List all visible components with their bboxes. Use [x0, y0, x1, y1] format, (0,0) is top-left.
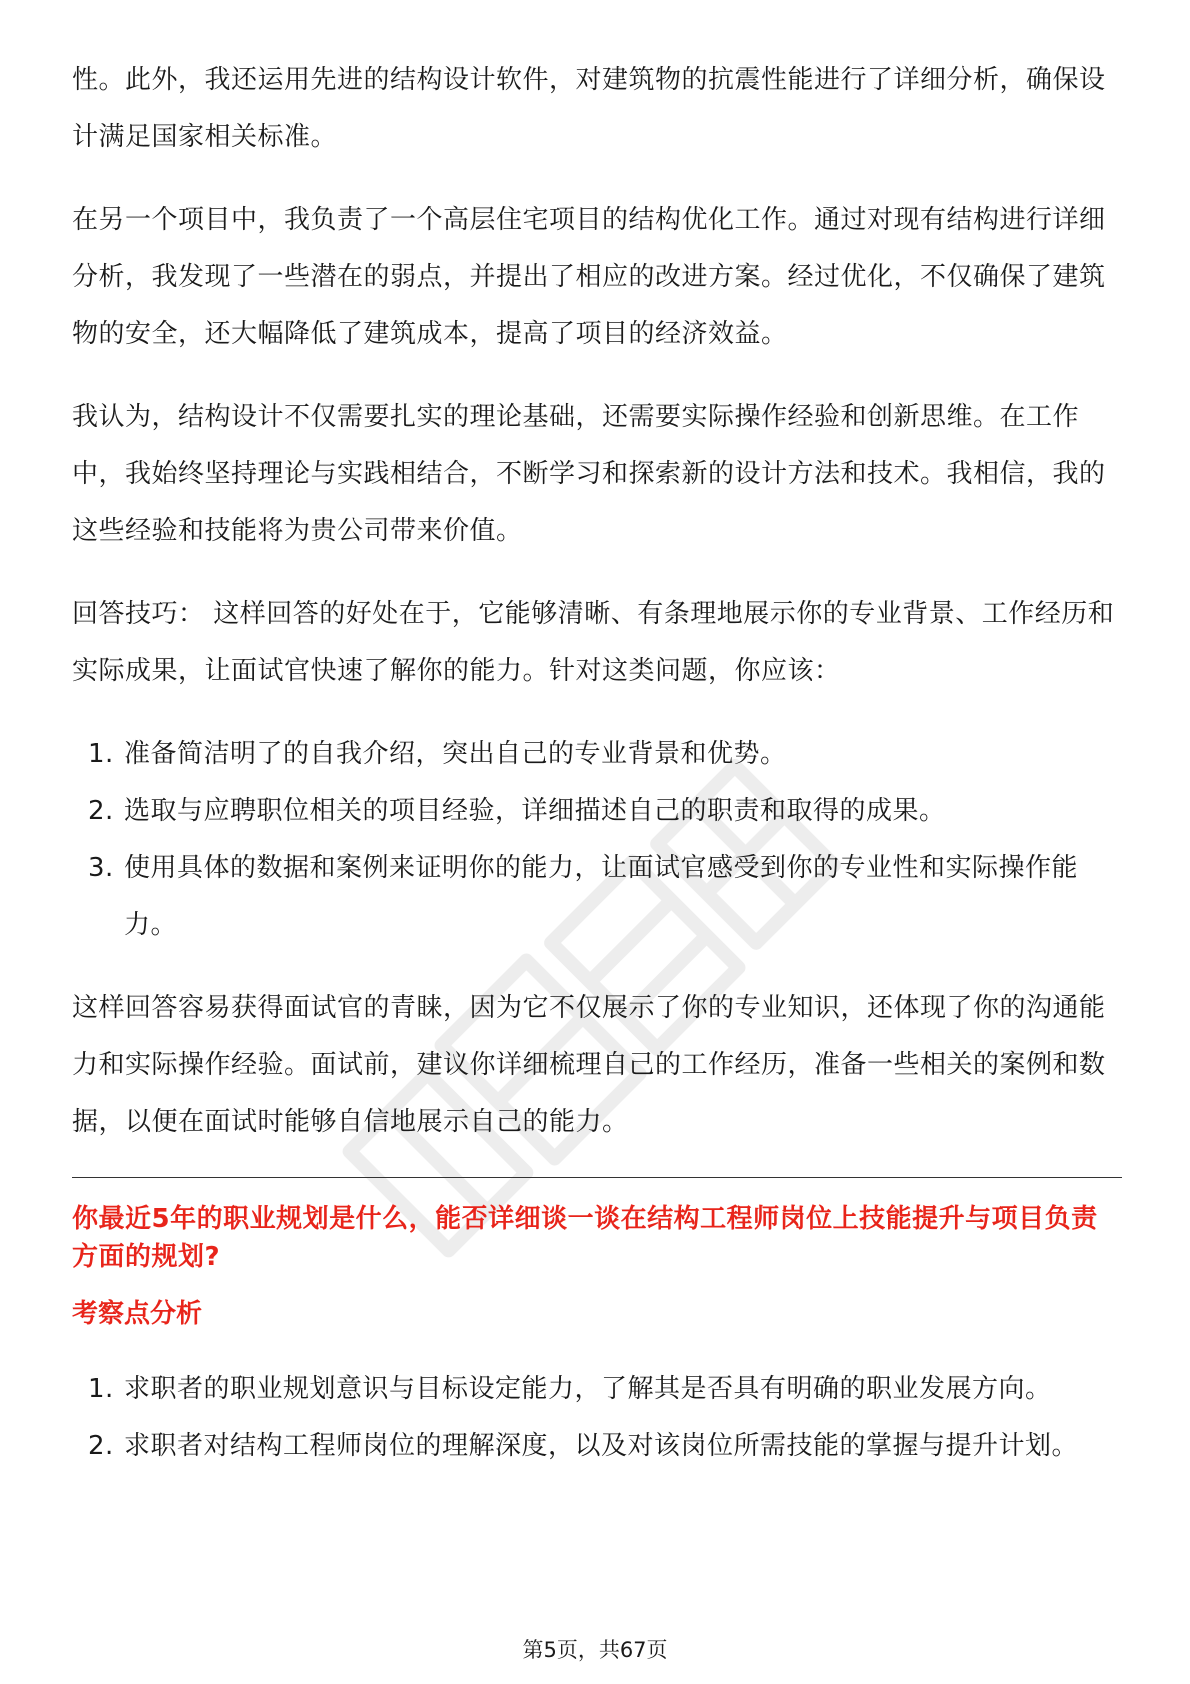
analysis-title: 考察点分析 [72, 1299, 203, 1329]
list-item-text: 选取与应聘职位相关的项目经验，详细描述自己的职责和取得的成果。 [124, 796, 946, 826]
list-item-text: 求职者的职业规划意识与目标设定能力，了解其是否具有明确的职业发展方向。 [124, 1374, 1052, 1404]
document-body [72, 52, 1122, 1501]
list-item-text: 求职者对结构工程师岗位的理解深度，以及对该岗位所需技能的掌握与提升计划。 [124, 1431, 1079, 1461]
list-number: 2. [88, 1431, 114, 1461]
list-number: 3. [88, 853, 114, 883]
list-item [72, 783, 1122, 840]
analysis-list [72, 1361, 1122, 1475]
list-item [72, 1418, 1122, 1475]
paragraph: 性。此外，我还运用先进的结构设计软件，对建筑物的抗震性能进行了详细分析，确保设计满足国家相关标准。 [72, 65, 1106, 152]
list-item-text: 准备简洁明了的自我介绍，突出自己的专业背景和优势。 [124, 739, 787, 769]
answer-tips-paragraph: 回答技巧： 这样回答的好处在于，它能够清晰、有条理地展示你的专业背景、工作经历和实际成果，让面试官快速了解你的能力。针对这类问题，你应该： [72, 599, 1115, 686]
closing-paragraph: 这样回答容易获得面试官的青睐，因为它不仅展示了你的专业知识，还体现了你的沟通能力和实际操作经验。面试前，建议你详细梳理自己的工作经历，准备一些相关的案例和数据，以便在面试时能够自信地展示自己的能力。 [72, 993, 1106, 1137]
list-item-text: 使用具体的数据和案例来证明你的能力，让面试官感受到你的专业性和实际操作能力。 [124, 853, 1079, 940]
list-item [72, 840, 1122, 954]
list-item [72, 726, 1122, 783]
list-number: 1. [88, 739, 114, 769]
list-item [72, 1361, 1122, 1418]
question-heading: 你最近5年的职业规划是什么，能否详细谈一谈在结构工程师岗位上技能提升与项目负责方面的规划? [72, 1204, 1098, 1272]
paragraph: 在另一个项目中，我负责了一个高层住宅项目的结构优化工作。通过对现有结构进行详细分析，我发现了一些潜在的弱点，并提出了相应的改进方案。经过优化，不仅确保了建筑物的安全，还大幅降低了建筑成本，提高了项目的经济效益。 [72, 205, 1106, 349]
page-number-footer: 第5页，共67页 [522, 1638, 668, 1662]
paragraph: 我认为，结构设计不仅需要扎实的理论基础，还需要实际操作经验和创新思维。在工作中，我始终坚持理论与实践相结合，不断学习和探索新的设计方法和技术。我相信，我的这些经验和技能将为贵公司带来价值。 [72, 402, 1106, 546]
section-divider [72, 1177, 1122, 1178]
tips-list [72, 726, 1122, 954]
list-number: 1. [88, 1374, 114, 1404]
list-number: 2. [88, 796, 114, 826]
